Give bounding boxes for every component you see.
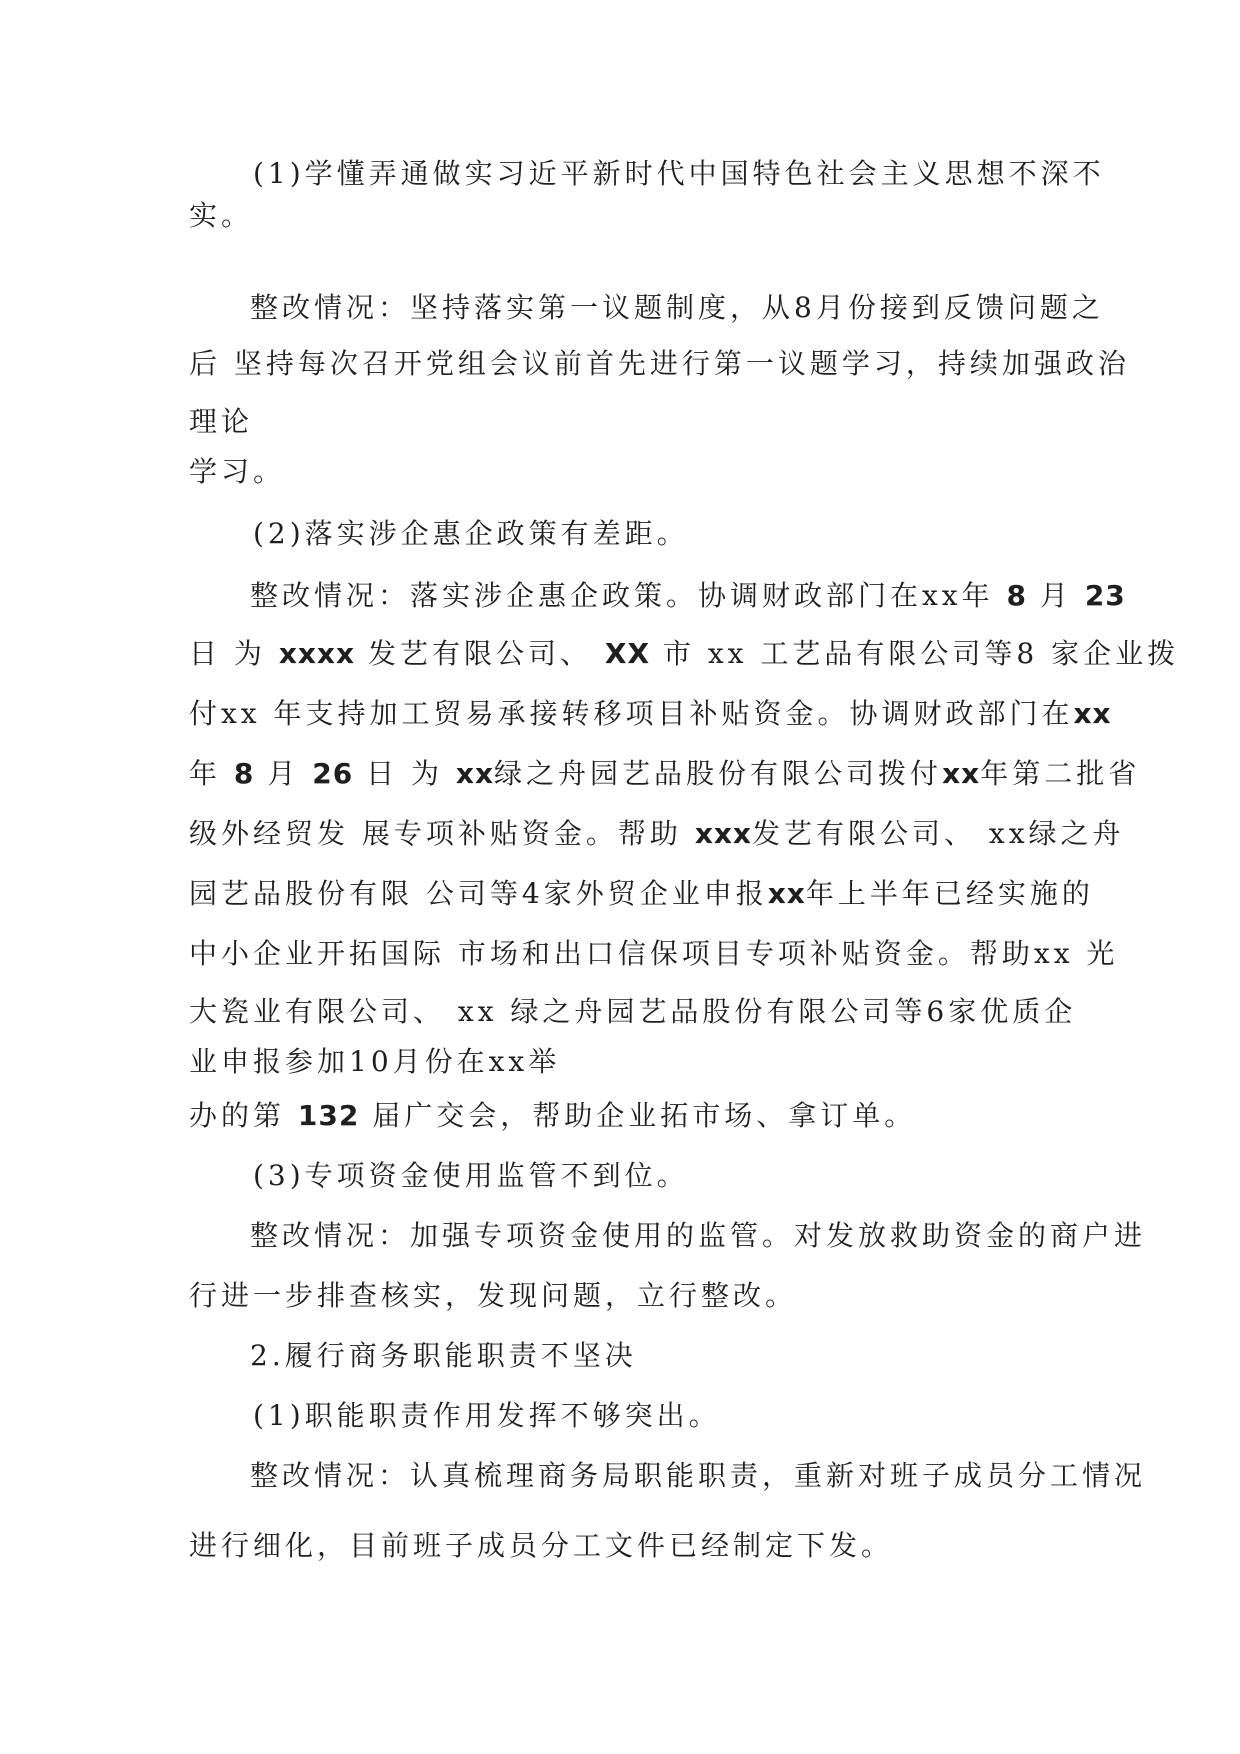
- text-run: xxx: [694, 817, 752, 850]
- text-run: 年上半年已经实施的: [805, 877, 1094, 910]
- paragraph-line: 进行细化，目前班子成员分工文件已经制定下发。: [189, 1529, 894, 1562]
- text-run: 日 为: [189, 637, 266, 670]
- paragraph-line: 理论: [189, 405, 254, 438]
- paragraph-line: 业申报参加10月份在xx举: [189, 1045, 561, 1078]
- text-run: 26: [312, 757, 354, 790]
- text-run: xx: [942, 757, 981, 790]
- text-run: 整改情况：落实涉企惠企政策。协调财政部门在xx年: [250, 579, 994, 612]
- paragraph-line: 整改情况：坚持落实第一议题制度，从8月份接到反馈问题之: [250, 291, 1104, 324]
- text-run: 级外经贸发 展专项补贴资金。帮助: [189, 817, 682, 850]
- paragraph-line: [189, 637, 1180, 670]
- paragraph-line: 中小企业开拓国际 市场和出口信保项目专项补贴资金。帮助xx 光: [189, 937, 1119, 970]
- paragraph-line: (2)落实涉企惠企政策有差距。: [253, 517, 689, 550]
- text-run: 办的第: [189, 1099, 286, 1132]
- text-run: xxxx: [278, 637, 356, 670]
- text-run: 市 xx 工艺品有限公司等8 家企业拨: [662, 637, 1180, 670]
- text-run: 发艺有限公司、: [367, 637, 592, 670]
- text-run: 23: [1084, 579, 1126, 612]
- text-run: 8: [233, 757, 255, 790]
- text-run: 132: [297, 1099, 360, 1132]
- text-run: 付xx 年支持加工贸易承接转移项目补贴资金。协调财政部门在: [189, 697, 1074, 730]
- paragraph-line: (1)职能职责作用发挥不够突出。: [253, 1399, 721, 1432]
- paragraph-line: 整改情况：认真梳理商务局职能职责，重新对班子成员分工情况: [250, 1459, 1147, 1492]
- text-run: 园艺品股份有限 公司等4家外贸企业申报: [189, 877, 768, 910]
- paragraph-line: [189, 1099, 917, 1132]
- paragraph-line: 大瓷业有限公司、 xx 绿之舟园艺品股份有限公司等6家优质企: [189, 995, 1077, 1028]
- paragraph-line: (1)学懂弄通做实习近平新时代中国特色社会主义思想不深不: [253, 157, 1105, 190]
- paragraph-line: 整改情况：加强专项资金使用的监管。对发放救助资金的商户进: [250, 1219, 1147, 1252]
- paragraph-line: [189, 817, 1125, 850]
- paragraph-line: (3)专项资金使用监管不到位。: [253, 1159, 689, 1192]
- paragraph-line: 学习。: [189, 455, 286, 488]
- text-run: 年第二批省: [980, 757, 1141, 790]
- text-run: 绿之舟园艺品股份有限公司拨付: [494, 757, 943, 790]
- text-run: xx: [1073, 697, 1112, 730]
- paragraph-line: [189, 697, 1112, 730]
- paragraph-line: [189, 757, 1141, 790]
- text-run: 届广交会，帮助企业拓市场、拿订单。: [372, 1099, 917, 1132]
- text-run: 月: [267, 757, 300, 790]
- text-run: 8: [1006, 579, 1027, 612]
- paragraph-line: 行进一步排查核实，发现问题，立行整改。: [189, 1279, 798, 1312]
- paragraph-line: 后 坚持每次召开党组会议前首先进行第一议题学习，持续加强政治: [189, 347, 1130, 380]
- paragraph-line: [250, 579, 1126, 612]
- text-run: 年: [189, 757, 222, 790]
- text-run: xx: [455, 757, 495, 790]
- text-run: 发艺有限公司、 xx绿之舟: [752, 817, 1125, 850]
- text-run: 月: [1039, 579, 1072, 612]
- paragraph-line: 实。: [189, 199, 254, 232]
- section-heading: 2.履行商务职能职责不坚决: [250, 1339, 637, 1372]
- text-run: XX: [604, 637, 651, 670]
- text-run: 日 为: [366, 757, 444, 790]
- text-run: xx: [767, 877, 806, 910]
- paragraph-line: [189, 877, 1094, 910]
